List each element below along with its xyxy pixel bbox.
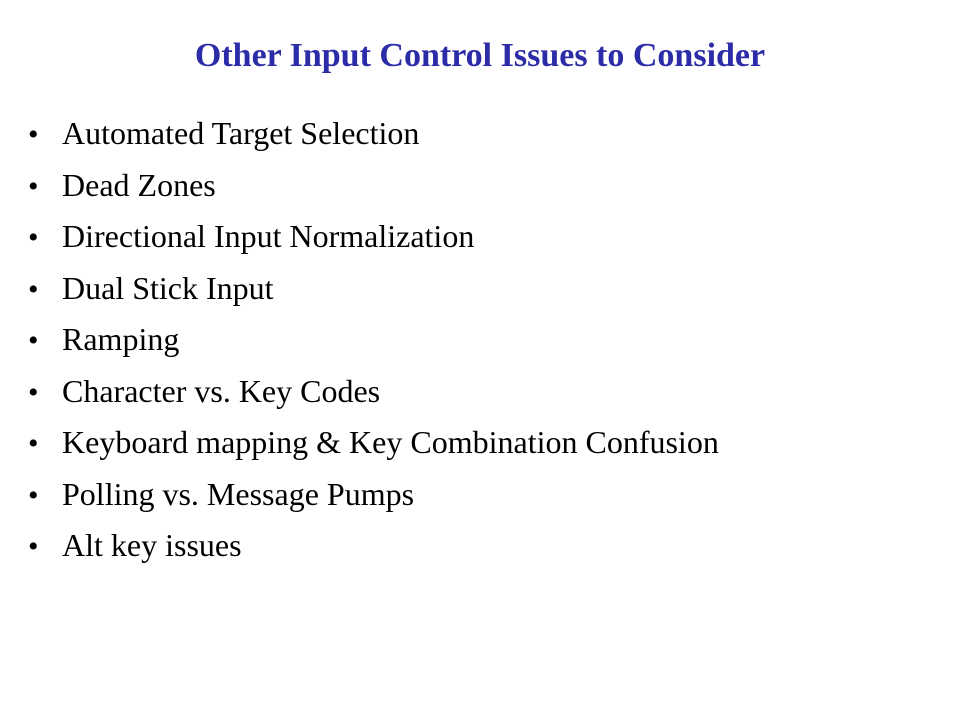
bullet-icon: • (28, 427, 39, 460)
bullet-icon: • (28, 169, 39, 203)
bullet-icon: • (28, 478, 39, 512)
bullet-icon: • (28, 530, 39, 563)
list-item (28, 520, 940, 572)
bullet-list (28, 108, 940, 572)
list-item (28, 417, 940, 469)
list-item (28, 263, 940, 315)
bullet-icon: • (28, 272, 39, 306)
list-item-text: Ramping (62, 321, 180, 357)
list-item-text: Character vs. Key Codes (62, 372, 381, 409)
list-item (28, 160, 940, 212)
list-item-text: Alt key issues (62, 527, 242, 563)
list-item (28, 314, 940, 366)
list-item-text: Dual Stick Input (62, 269, 274, 306)
list-item (28, 469, 940, 521)
list-item (28, 108, 940, 160)
slide-title: Other Input Control Issues to Consider (194, 37, 766, 74)
list-item-text: Directional Input Normalization (62, 218, 475, 254)
list-item-text: Polling vs. Message Pumps (62, 475, 415, 512)
bullet-icon: • (28, 375, 39, 409)
bullet-icon: • (28, 324, 39, 357)
list-item (28, 366, 940, 418)
list-item-text: Automated Target Selection (62, 115, 420, 151)
list-item (28, 211, 940, 263)
bullet-icon: • (28, 118, 39, 151)
list-item-text: Dead Zones (62, 166, 216, 203)
list-item-text: Keyboard mapping & Key Combination Confusion (62, 424, 719, 460)
bullet-icon: • (28, 221, 39, 254)
